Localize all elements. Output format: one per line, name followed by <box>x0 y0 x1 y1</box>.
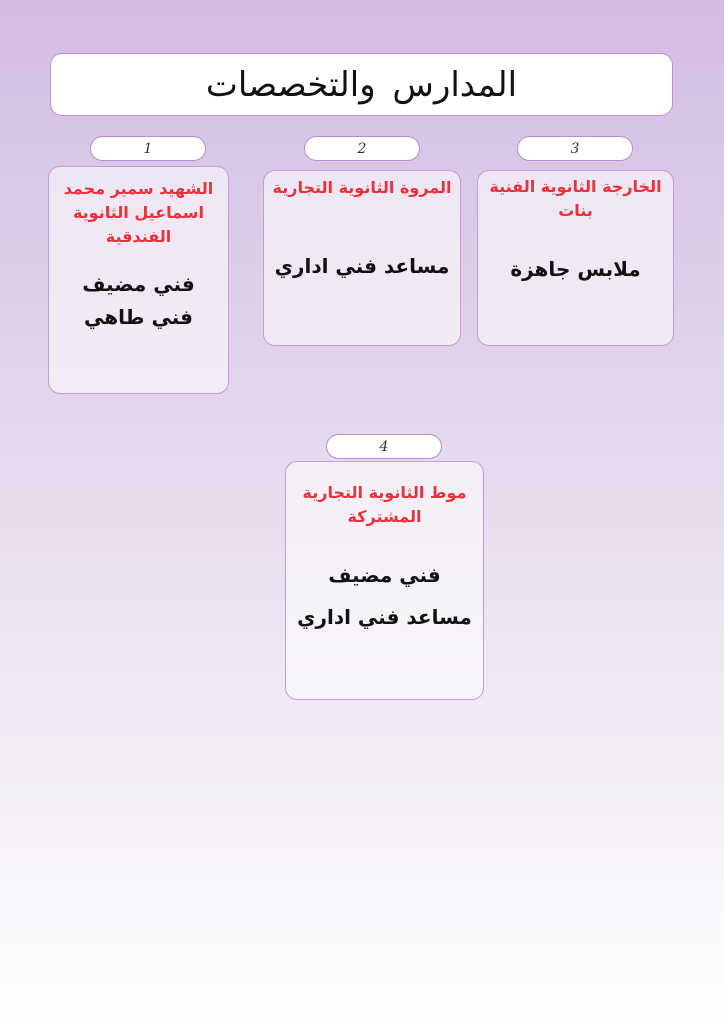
school-card <box>285 461 484 700</box>
school-card <box>477 170 674 346</box>
school-card <box>48 166 229 394</box>
specialization-item: مساعد فني اداري <box>297 605 472 629</box>
specialization-list <box>478 253 673 286</box>
specialization-list <box>264 250 460 283</box>
specialization-item: فني مضيف <box>328 563 441 587</box>
school-name: الشهيد سمير محمد اسماعيل الثانوية الفندقية <box>63 179 214 246</box>
specialization-item: ملابس جاهزة <box>510 257 641 281</box>
specialization-item: مساعد فني اداري <box>274 254 450 278</box>
school-name: المروة الثانوية التجارية <box>272 178 452 197</box>
specialization-item: فني مضيف <box>82 272 195 296</box>
page-title: المدارس والتخصصات <box>205 64 518 105</box>
specialization-list <box>286 554 483 638</box>
school-card <box>263 170 461 346</box>
school-number-badge: 1 <box>90 136 206 161</box>
page-title-box <box>50 53 673 116</box>
school-name: موط الثانوية التجارية المشتركة <box>302 483 467 526</box>
school-name: الخارجة الثانوية الفنية بنات <box>489 177 662 220</box>
school-number-badge: 4 <box>326 434 442 459</box>
school-number-badge: 3 <box>517 136 633 161</box>
specialization-list <box>49 268 228 334</box>
school-number-badge: 2 <box>304 136 420 161</box>
specialization-item: فني طاهي <box>84 305 193 329</box>
